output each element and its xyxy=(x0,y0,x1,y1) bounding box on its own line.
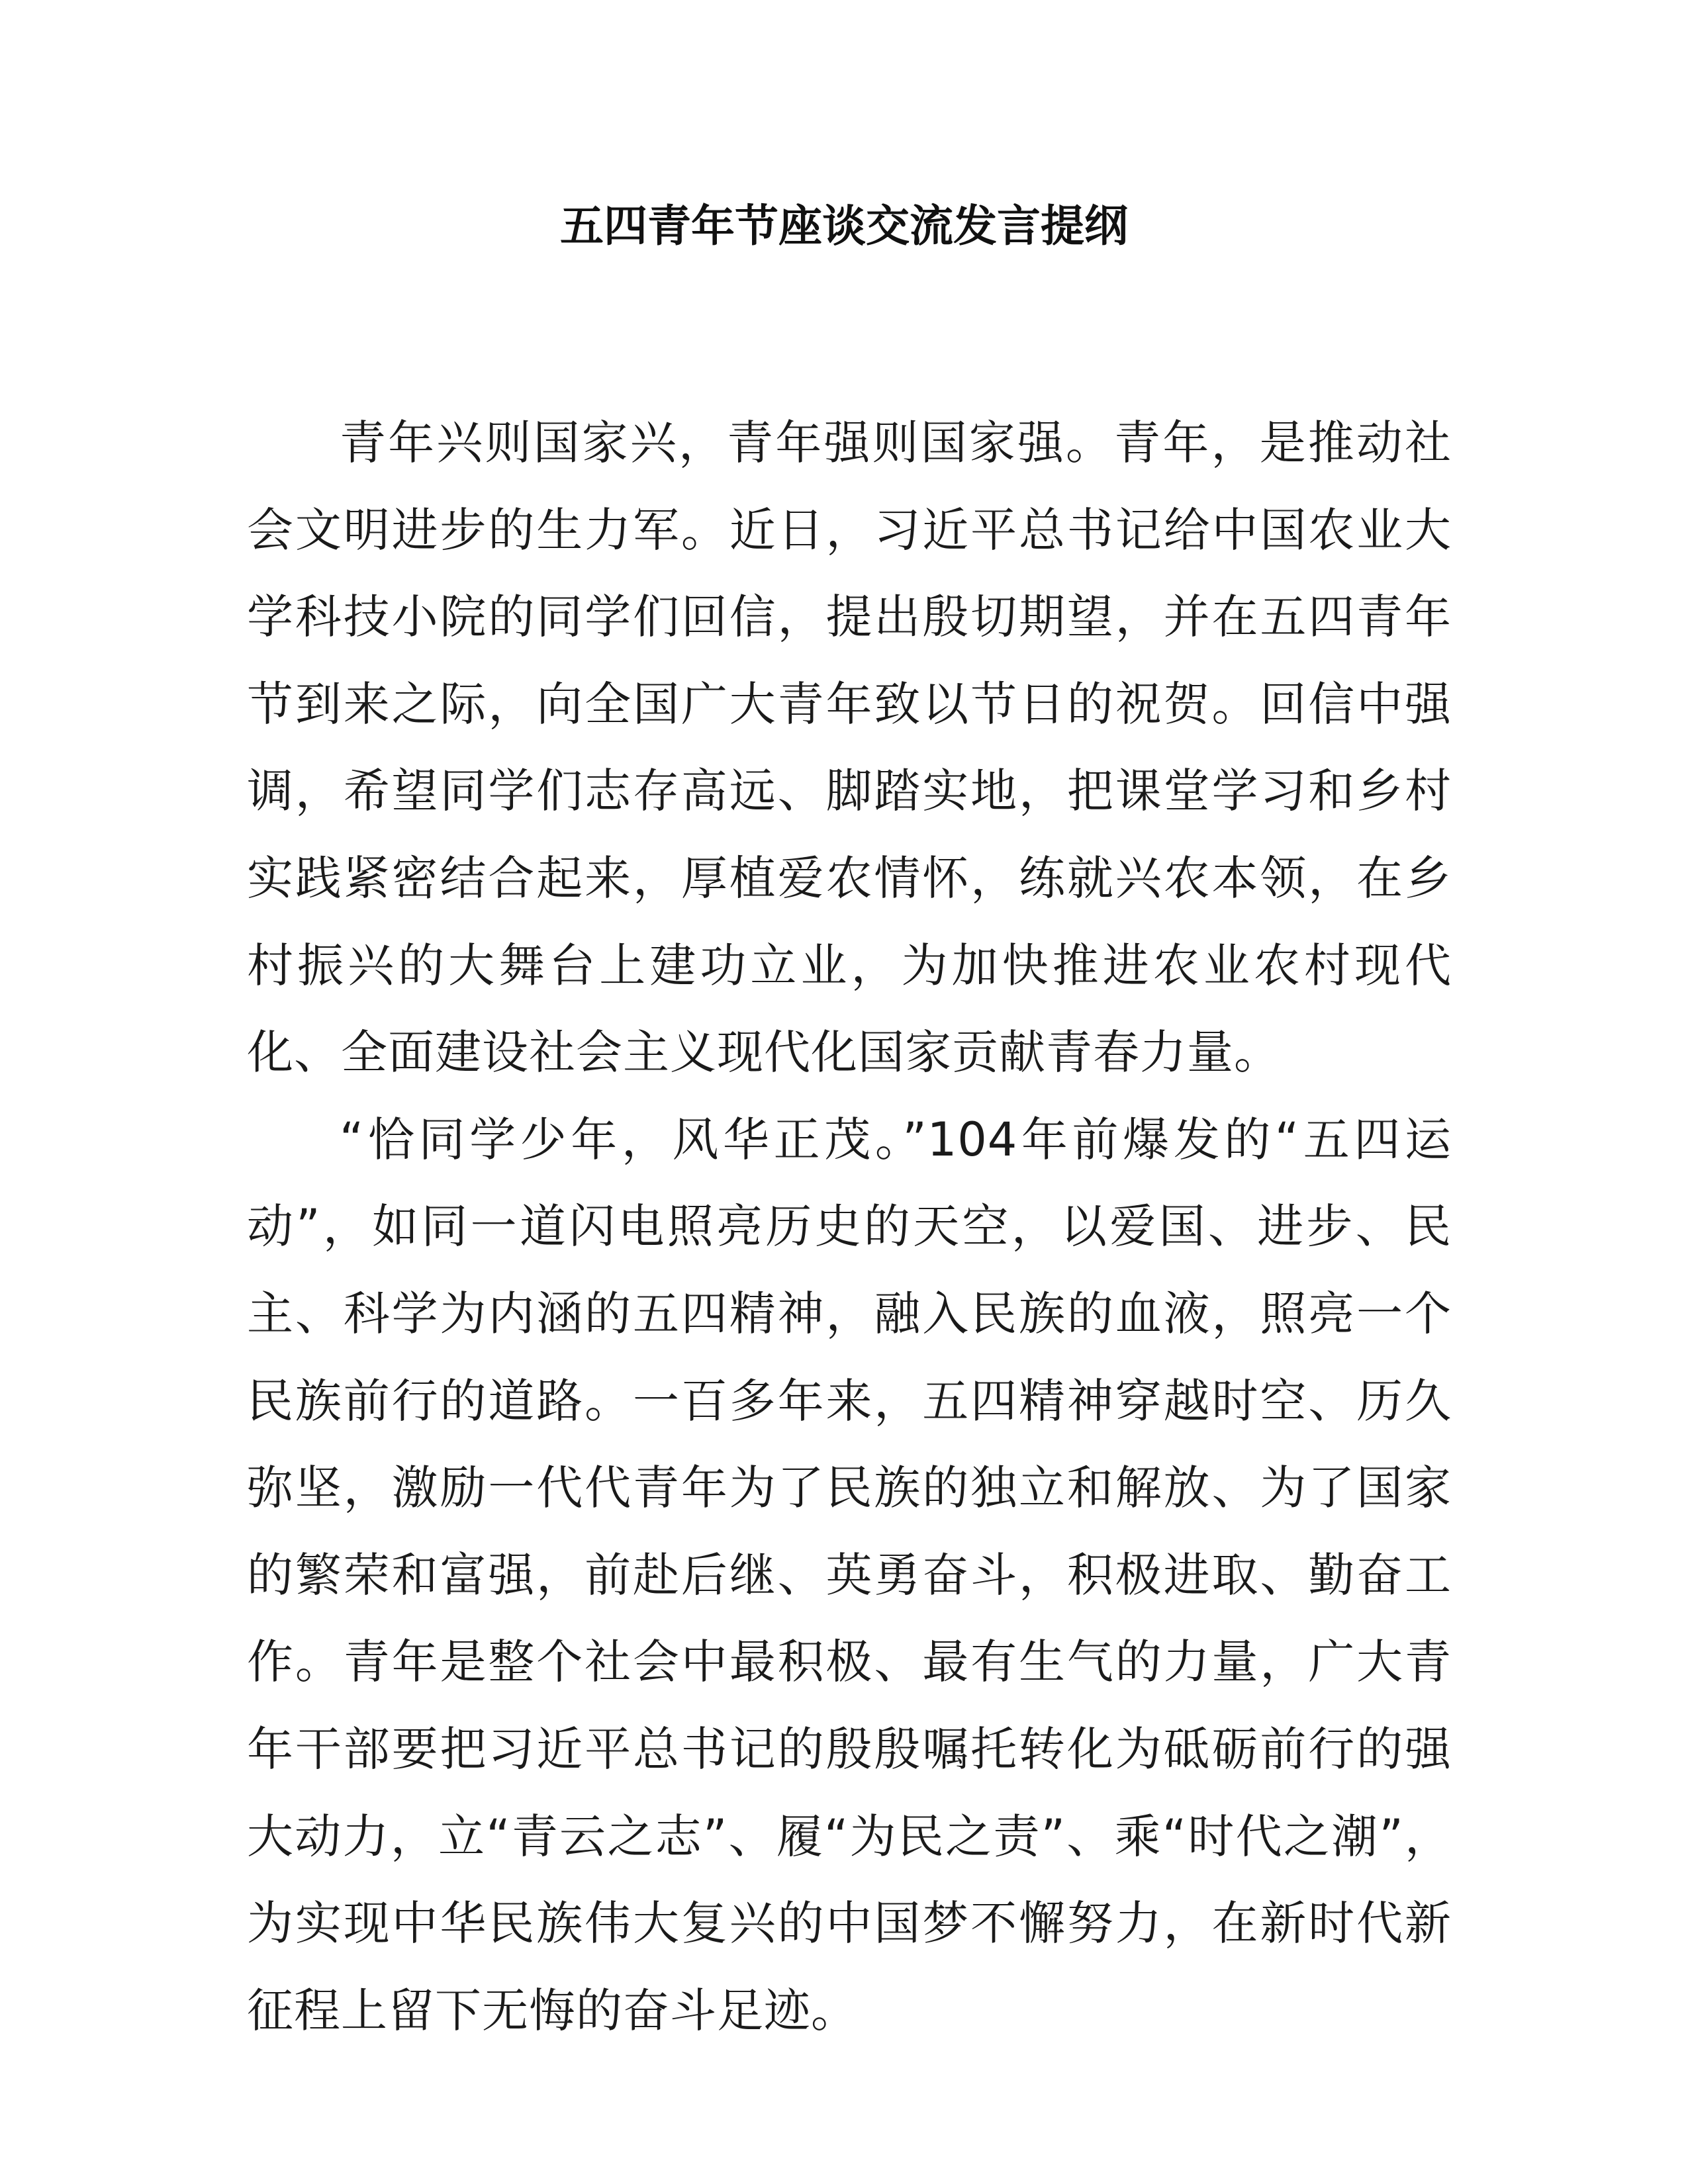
body-paragraph: 青年兴则国家兴，青年强则国家强。青年，是推动社会文明进步的生力军。近日，习近平总书记给中国农业大学科技小院的同学们回信，提出殷切期望，并在五四青年节到来之际，向全国广大青年致以节日的祝贺。回信中强调，希望同学们志存高远、脚踏实地，把课堂学习和乡村实践紧密结合起来，厚植爱农情怀，练就兴农本领，在乡村振兴的大舞台上建功立业，为加快推进农业农村现代化、全面建设社会主义现代化国家贡献青春力量。 xyxy=(247,416,1452,1080)
document-body xyxy=(247,400,1452,2054)
document-title: 五四青年节座谈交流发言提纲 xyxy=(560,200,1128,251)
body-paragraph: “恰同学少年，风华正茂。”104年前爆发的“五四运动”，如同一道闪电照亮历史的天空，以爱国、进步、民主、科学为内涵的五四精神，融入民族的血液，照亮一个民族前行的道路。一百多年来，五四精神穿越时空、历久弥坚，激励一代代青年为了民族的独立和解放、为了国家的繁荣和富强，前赴后继、英勇奋斗，积极进取、勤奋工作。青年是整个社会中最积极、最有生气的力量，广大青年干部要把习近平总书记的殷殷嘱托转化为砥砺前行的强大动力，立“青云之志”、履“为民之责”、乘“时代之潮”，为实现中华民族伟大复兴的中国梦不懈努力，在新时代新征程上留下无悔的奋斗足迹。 xyxy=(247,1112,1452,2038)
